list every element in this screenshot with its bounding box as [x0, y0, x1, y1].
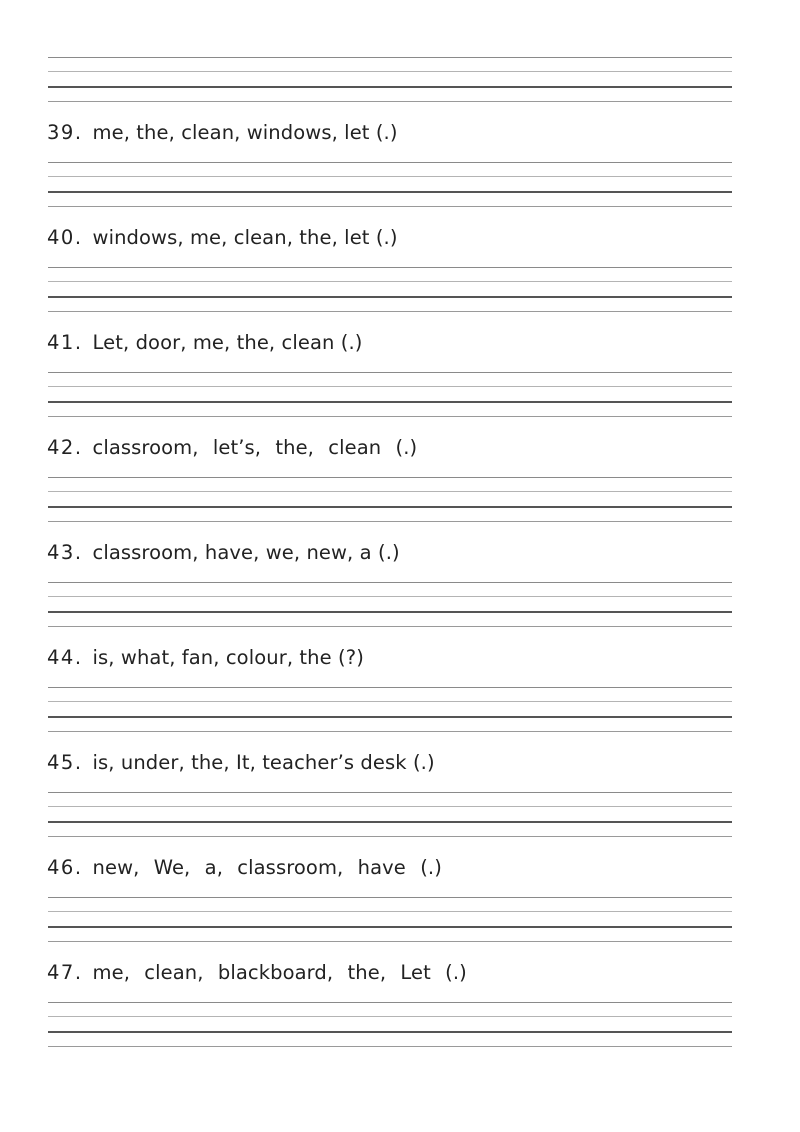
writing-lines-46[interactable]: [48, 897, 732, 943]
writing-rule: [48, 162, 732, 163]
writing-lines-45[interactable]: [48, 792, 732, 838]
question-40: [47, 225, 398, 251]
writing-rule: [48, 521, 732, 522]
writing-rule: [48, 311, 732, 312]
question-43: [47, 540, 400, 566]
question-41: [47, 330, 362, 356]
writing-lines-top: [48, 57, 732, 103]
writing-rule: [48, 1031, 732, 1033]
question-number: 44.: [47, 646, 83, 669]
writing-rule: [48, 176, 732, 177]
question-words: me, clean, blackboard, the, Let (.): [92, 961, 467, 984]
writing-rule: [48, 582, 732, 583]
writing-rule: [48, 372, 732, 373]
question-number: 40.: [47, 226, 83, 249]
question-words: is, what, fan, colour, the (?): [92, 646, 364, 669]
question-words: Let, door, me, the, clean (.): [92, 331, 363, 354]
writing-rule: [48, 296, 732, 298]
writing-rule: [48, 626, 732, 627]
writing-rule: [48, 191, 732, 193]
question-39: [47, 120, 398, 146]
question-words: me, the, clean, windows, let (.): [92, 121, 398, 144]
question-44: [47, 645, 364, 671]
question-number: 42.: [47, 436, 83, 459]
question-words: classroom, let’s, the, clean (.): [92, 436, 418, 459]
question-words: classroom, have, we, new, a (.): [92, 541, 400, 564]
question-47: [47, 960, 467, 986]
question-45: [47, 750, 435, 776]
writing-rule: [48, 731, 732, 732]
writing-rule: [48, 206, 732, 207]
writing-rule: [48, 687, 732, 688]
writing-lines-47[interactable]: [48, 1002, 732, 1048]
question-46: [47, 855, 442, 881]
question-42: [47, 435, 417, 461]
writing-rule: [48, 506, 732, 508]
writing-rule: [48, 941, 732, 942]
writing-lines-42[interactable]: [48, 477, 732, 523]
writing-rule: [48, 86, 732, 88]
writing-rule: [48, 401, 732, 403]
question-number: 39.: [47, 121, 83, 144]
writing-rule: [48, 1016, 732, 1017]
question-words: is, under, the, It, teacher’s desk (.): [92, 751, 435, 774]
writing-lines-40[interactable]: [48, 267, 732, 313]
question-number: 43.: [47, 541, 83, 564]
writing-rule: [48, 491, 732, 492]
writing-rule: [48, 716, 732, 718]
writing-rule: [48, 416, 732, 417]
writing-rule: [48, 71, 732, 72]
question-number: 45.: [47, 751, 83, 774]
writing-rule: [48, 477, 732, 478]
writing-rule: [48, 792, 732, 793]
writing-rule: [48, 281, 732, 282]
writing-rule: [48, 1002, 732, 1003]
question-number: 46.: [47, 856, 83, 879]
writing-rule: [48, 611, 732, 613]
question-words: new, We, a, classroom, have (.): [92, 856, 442, 879]
writing-lines-39[interactable]: [48, 162, 732, 208]
writing-lines-41[interactable]: [48, 372, 732, 418]
question-number: 41.: [47, 331, 83, 354]
writing-rule: [48, 806, 732, 807]
question-words: windows, me, clean, the, let (.): [92, 226, 398, 249]
writing-rule: [48, 596, 732, 597]
writing-lines-43[interactable]: [48, 582, 732, 628]
writing-rule: [48, 926, 732, 928]
writing-rule: [48, 821, 732, 823]
writing-rule: [48, 911, 732, 912]
writing-rule: [48, 897, 732, 898]
writing-rule: [48, 386, 732, 387]
writing-rule: [48, 701, 732, 702]
writing-rule: [48, 1046, 732, 1047]
writing-rule: [48, 836, 732, 837]
writing-rule: [48, 101, 732, 102]
writing-rule: [48, 267, 732, 268]
question-number: 47.: [47, 961, 83, 984]
writing-lines-44[interactable]: [48, 687, 732, 733]
writing-rule: [48, 57, 732, 58]
